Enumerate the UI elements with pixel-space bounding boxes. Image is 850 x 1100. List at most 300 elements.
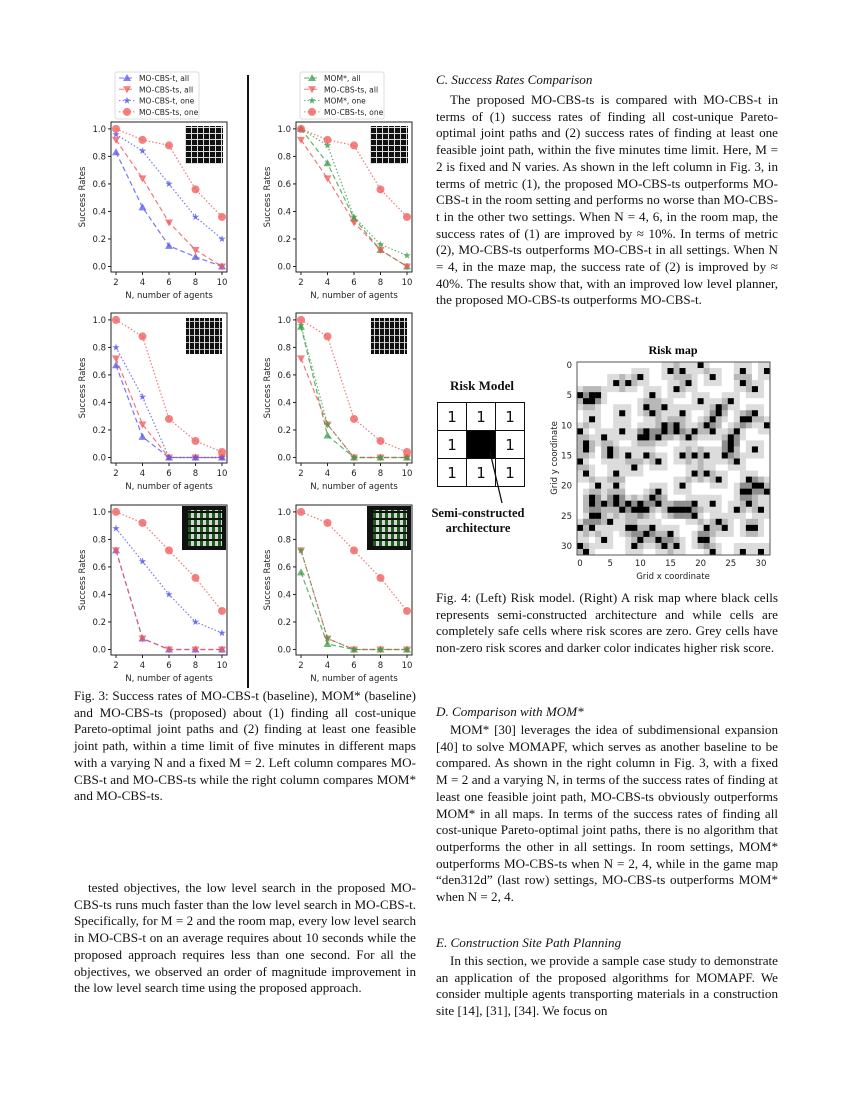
figure-3-caption: Fig. 3: Success rates of MO-CBS-t (baseline), MOM* (baseline) and MO-CBS-ts (proposed) about (1) finding all cost-unique Pareto-optimal joint paths and (2) finding at least one feasible joint path, within a time limit of five minutes in different maps with a varying N and a fixed M = 2. Left column compares MO-CBS-t and MO-CBS-ts while the right column compares MOM* and MO-CBS-ts. [74, 688, 416, 804]
risk-map-cell [601, 428, 607, 434]
risk-map-cell [686, 446, 692, 452]
risk-map-cell [661, 507, 667, 513]
risk-map-cell [619, 374, 625, 380]
risk-map-cell [728, 452, 734, 458]
risk-map-cell [746, 471, 752, 477]
risk-map-cell [607, 416, 613, 422]
risk-map-cell [710, 422, 716, 428]
risk-map-cell [710, 513, 716, 519]
risk-map-cell [698, 440, 704, 446]
risk-map-cell [728, 471, 734, 477]
risk-map-cell [589, 531, 595, 537]
risk-map-cell [722, 410, 728, 416]
risk-map-cell [692, 549, 698, 555]
risk-map-cell [667, 513, 673, 519]
risk-map-cell [607, 386, 613, 392]
risk-map-cell [746, 440, 752, 446]
risk-map-cell [583, 368, 589, 374]
risk-map-cell [661, 495, 667, 501]
risk-map-cell [734, 380, 740, 386]
risk-map-cell [752, 525, 758, 531]
risk-map-cell [764, 471, 770, 477]
risk-map-cell [686, 362, 692, 368]
risk-map-cell [601, 452, 607, 458]
risk-map-cell [728, 410, 734, 416]
risk-map-cell [764, 410, 770, 416]
risk-map-cell [740, 549, 746, 555]
risk-map-cell [716, 446, 722, 452]
risk-map-cell [752, 428, 758, 434]
risk-map-cell [674, 525, 680, 531]
risk-map-cell [625, 416, 631, 422]
risk-map-cell [764, 398, 770, 404]
risk-map-cell [613, 398, 619, 404]
risk-map-cell [746, 513, 752, 519]
risk-map-cell [589, 537, 595, 543]
risk-map-cell [601, 483, 607, 489]
risk-map-cell [722, 440, 728, 446]
risk-map-cell [728, 537, 734, 543]
risk-map-cell [674, 440, 680, 446]
risk-map-cell [661, 537, 667, 543]
risk-map-cell [637, 440, 643, 446]
risk-map-cell [692, 519, 698, 525]
y-tick-label: 25 [561, 511, 572, 522]
risk-map-cell [595, 465, 601, 471]
risk-map-cell [692, 513, 698, 519]
risk-map-cell [704, 386, 710, 392]
risk-map-cell [704, 368, 710, 374]
risk-map-cell [752, 465, 758, 471]
risk-map-cell [601, 398, 607, 404]
risk-map-cell [716, 410, 722, 416]
risk-map-cell [577, 386, 583, 392]
legend-label: MOM*, one [324, 96, 366, 106]
risk-map-cell [758, 525, 764, 531]
risk-map-cell [686, 519, 692, 525]
risk-map-cell [686, 428, 692, 434]
risk-map-cell [746, 507, 752, 513]
risk-map-cell [764, 525, 770, 531]
risk-map-cell [649, 428, 655, 434]
risk-map-cell [595, 386, 601, 392]
risk-map-cell [643, 537, 649, 543]
risk-map-cell [619, 495, 625, 501]
risk-map-cell [607, 543, 613, 549]
risk-map-cell [704, 501, 710, 507]
risk-map-cell [577, 519, 583, 525]
risk-map-cell [710, 459, 716, 465]
risk-map-cell [698, 446, 704, 452]
risk-map-cell [667, 362, 673, 368]
risk-map-cell [589, 428, 595, 434]
risk-map-cell [643, 362, 649, 368]
risk-map-cell [740, 465, 746, 471]
risk-map-cell [661, 513, 667, 519]
risk-map-cell [601, 410, 607, 416]
x-tick-label: 8 [192, 278, 199, 288]
y-tick-label: 0.6 [277, 562, 291, 573]
x-tick-label: 6 [351, 278, 357, 288]
risk-map-cell [692, 392, 698, 398]
risk-map-cell [674, 495, 680, 501]
risk-map-cell [601, 477, 607, 483]
risk-map-cell [607, 465, 613, 471]
risk-map-cell [667, 459, 673, 465]
section-d-paragraph: MOM* [30] leverages the idea of subdimensional expansion [40] to solve MOMAPF, which serves as another baseline to be compared. As shown in the right column in Fig. 3, with a fixed M = 2 and a varying N, in terms of the success rates of finding at least one feasible joint path, MO-CBS-ts obviously outperforms MOM* in all maps. In terms of the success rates of finding all cost-unique Pareto-optimal joint paths, there is no algorithm that outperforms the other in all settings. In room settings, MOM* outperforms MO-CBS-ts when N = 2, 4, while in the game map “den312d” (last row) settings, MO-CBS-ts outperforms MOM* when N = 2, 4. [436, 722, 778, 905]
risk-map-cell [637, 404, 643, 410]
risk-map-cell [764, 501, 770, 507]
risk-map-cell [619, 434, 625, 440]
risk-map-cell [649, 374, 655, 380]
risk-map-cell [728, 519, 734, 525]
data-point [403, 607, 411, 615]
risk-map-cell [649, 368, 655, 374]
risk-map-cell [643, 398, 649, 404]
risk-map-cell [698, 404, 704, 410]
risk-map-cell [643, 549, 649, 555]
risk-map-cell [667, 471, 673, 477]
risk-map-cell [601, 471, 607, 477]
y-tick-label: 0.0 [92, 645, 106, 656]
risk-map-cell [704, 410, 710, 416]
risk-map-cell [625, 489, 631, 495]
risk-map-cell [619, 477, 625, 483]
risk-map-cell [680, 483, 686, 489]
risk-map-cell [716, 531, 722, 537]
risk-map-cell [704, 519, 710, 525]
risk-map-cell [752, 404, 758, 410]
risk-map-cell [698, 549, 704, 555]
risk-map-cell [577, 404, 583, 410]
risk-map-cell [595, 374, 601, 380]
risk-map-cell [649, 543, 655, 549]
risk-map-cell [577, 537, 583, 543]
risk-map-cell [680, 489, 686, 495]
y-tick-label: 30 [561, 541, 572, 552]
risk-map-cell [710, 392, 716, 398]
risk-map-cell [661, 519, 667, 525]
risk-map-cell [607, 459, 613, 465]
risk-map-cell [710, 446, 716, 452]
risk-map-cell [577, 549, 583, 555]
risk-map-cell [667, 543, 673, 549]
risk-map-cell [643, 459, 649, 465]
risk-map-cell [667, 537, 673, 543]
risk-map-cell [692, 410, 698, 416]
risk-map-cell [674, 428, 680, 434]
legend-label: MO-CBS-ts, all [324, 85, 379, 95]
risk-map-cell [674, 465, 680, 471]
risk-map-cell [601, 513, 607, 519]
risk-map-cell [740, 537, 746, 543]
y-tick-label: 0.4 [277, 207, 291, 218]
risk-map-cell [704, 380, 710, 386]
risk-map-cell [764, 495, 770, 501]
x-tick-label: 2 [113, 278, 119, 288]
risk-map-cell [716, 471, 722, 477]
risk-map-cell [637, 507, 643, 513]
risk-map-cell [661, 380, 667, 386]
risk-map-cell [680, 525, 686, 531]
y-tick-label: 0.8 [277, 343, 291, 354]
risk-map-cell [655, 368, 661, 374]
risk-map-cell [655, 380, 661, 386]
risk-map-cell [740, 404, 746, 410]
risk-map-cell [740, 501, 746, 507]
y-tick-label: 1.0 [92, 507, 106, 518]
risk-map-cell [607, 489, 613, 495]
risk-map-cell [631, 422, 637, 428]
risk-map-cell [722, 368, 728, 374]
risk-map-cell [728, 404, 734, 410]
risk-map-cell [655, 428, 661, 434]
y-tick-label: 0.0 [92, 262, 106, 273]
risk-map-cell [661, 501, 667, 507]
risk-map-cell [734, 549, 740, 555]
risk-map-cell [680, 465, 686, 471]
risk-map-cell [674, 452, 680, 458]
risk-map-cell [692, 380, 698, 386]
risk-map-cell [667, 398, 673, 404]
risk-map-cell [613, 519, 619, 525]
risk-map-cell [728, 440, 734, 446]
risk-map-cell [758, 416, 764, 422]
risk-map-cell [728, 465, 734, 471]
risk-map-cell [577, 446, 583, 452]
risk-map-cell [716, 459, 722, 465]
risk-map-cell [607, 471, 613, 477]
risk-map-cell [698, 434, 704, 440]
risk-map-cell [625, 386, 631, 392]
risk-map-cell [655, 362, 661, 368]
risk-map-cell [661, 416, 667, 422]
risk-map-cell [667, 495, 673, 501]
risk-map-cell [649, 398, 655, 404]
risk-map-cell [613, 440, 619, 446]
risk-map-cell [667, 525, 673, 531]
risk-map-cell [631, 386, 637, 392]
risk-map-cell [746, 483, 752, 489]
risk-map-cell [631, 368, 637, 374]
risk-map-cell [661, 543, 667, 549]
risk-map-cell [595, 422, 601, 428]
x-tick-label: 8 [377, 278, 384, 288]
risk-map-cell [577, 392, 583, 398]
risk-map-cell [740, 398, 746, 404]
risk-map-cell [752, 519, 758, 525]
risk-map-cell [625, 380, 631, 386]
risk-map-cell [758, 465, 764, 471]
risk-map-cell [583, 525, 589, 531]
risk-map-cell [758, 507, 764, 513]
risk-map-cell [613, 452, 619, 458]
risk-map-cell [631, 459, 637, 465]
risk-map-cell [722, 531, 728, 537]
risk-map-cell [710, 477, 716, 483]
risk-map-cell [758, 459, 764, 465]
risk-map-cell [704, 392, 710, 398]
risk-map-cell [577, 489, 583, 495]
risk-map-cell [698, 471, 704, 477]
risk-map-cell [686, 531, 692, 537]
x-tick-label: 4 [139, 661, 146, 671]
risk-map-cell [601, 537, 607, 543]
risk-map-cell [625, 410, 631, 416]
risk-map-cell [692, 507, 698, 513]
risk-map-cell [643, 374, 649, 380]
risk-map-cell [589, 519, 595, 525]
risk-map-cell [595, 537, 601, 543]
risk-map-cell [649, 380, 655, 386]
risk-map-cell [674, 392, 680, 398]
y-tick-label: 0.8 [92, 343, 106, 354]
risk-map-cell [619, 440, 625, 446]
risk-map-cell [746, 374, 752, 380]
risk-map-cell [631, 380, 637, 386]
section-c-paragraph: The proposed MO-CBS-ts is compared with MO-CBS-t in terms of (1) success rates of finding all cost-unique Pareto-optimal joint paths and (2) success rates of finding at least one feasible joint path, within the five minutes time limit. Here, M = 2 is fixed and N varies. As shown in the left column in Fig. 3, in terms of metric (1), the proposed MO-CBS-ts outperforms MO-CBS-t in the room setting and performs no worse than MO-CBS-t in the other two settings. When N = 4, 6, in the room map, the success rates of (1) are improved by ≈ 10%. In terms of metric (2), MO-CBS-ts outperforms MO-CBS-t in all settings. When N = 4, in the maze map, the success rate of (2) is improved by ≈ 40%. The results show that, with an improved low level planner, the proposed MO-CBS-ts outperforms MO-CBS-t. [436, 92, 778, 308]
risk-map-cell [692, 374, 698, 380]
risk-map-cell [613, 404, 619, 410]
risk-map-cell [734, 410, 740, 416]
risk-map-cell [698, 543, 704, 549]
risk-map-cell [595, 459, 601, 465]
y-tick-label: 1.0 [277, 315, 291, 326]
risk-map-cell [577, 452, 583, 458]
risk-map-cell [631, 531, 637, 537]
risk-map-cell [649, 531, 655, 537]
section-d-heading: D. Comparison with MOM* [436, 704, 584, 719]
risk-map-cell [619, 446, 625, 452]
risk-map-cell [734, 465, 740, 471]
risk-map-cell [680, 549, 686, 555]
risk-map-cell [746, 452, 752, 458]
x-tick-label: 20 [695, 559, 707, 569]
risk-map-cell [637, 368, 643, 374]
risk-map-cell [704, 398, 710, 404]
risk-map-cell [698, 465, 704, 471]
risk-map-cell [619, 537, 625, 543]
risk-map-cell [758, 471, 764, 477]
risk-map-cell [595, 513, 601, 519]
risk-map-cell [613, 422, 619, 428]
legend-label: MO-CBS-ts, one [139, 107, 199, 117]
risk-map-cell [722, 374, 728, 380]
x-tick-label: 8 [377, 469, 384, 479]
risk-map-cell [583, 416, 589, 422]
y-tick-label: 0.6 [277, 179, 291, 190]
y-tick-label: 0.4 [92, 398, 106, 409]
risk-map-cell [716, 398, 722, 404]
risk-map-cell [686, 416, 692, 422]
risk-map-cell [631, 519, 637, 525]
risk-map-cell [680, 519, 686, 525]
risk-map-cell [698, 368, 704, 374]
risk-map-cell [680, 422, 686, 428]
risk-map-cell [710, 416, 716, 422]
risk-map-cell [613, 434, 619, 440]
risk-map-cell [674, 513, 680, 519]
risk-map-cell [589, 465, 595, 471]
risk-map-cell [583, 392, 589, 398]
risk-map-cell [710, 434, 716, 440]
risk-map-cell [710, 452, 716, 458]
risk-map-cell [655, 440, 661, 446]
risk-map-cell [667, 483, 673, 489]
risk-map-cell [716, 380, 722, 386]
y-axis-label: Success Rates [78, 357, 88, 419]
risk-map-cell [601, 519, 607, 525]
risk-map-cell [764, 392, 770, 398]
risk-cell: 1 [438, 403, 467, 431]
risk-map-cell [625, 398, 631, 404]
risk-map-cell [716, 543, 722, 549]
risk-map-cell [625, 501, 631, 507]
risk-map-cell [674, 380, 680, 386]
risk-map-cell [589, 477, 595, 483]
risk-map-cell [649, 549, 655, 555]
risk-map-cell [631, 465, 637, 471]
risk-map-cell [716, 434, 722, 440]
risk-map-cell [649, 489, 655, 495]
risk-map-cell [740, 380, 746, 386]
risk-map-cell [692, 525, 698, 531]
risk-map-cell [649, 483, 655, 489]
risk-map-cell [740, 374, 746, 380]
risk-map-cell [686, 495, 692, 501]
risk-map-cell [734, 362, 740, 368]
risk-map-cell [643, 483, 649, 489]
risk-map-cell [643, 440, 649, 446]
risk-map-cell [601, 465, 607, 471]
risk-map-cell [667, 386, 673, 392]
x-tick-label: 25 [725, 559, 737, 569]
risk-map-cell [734, 368, 740, 374]
risk-map-cell [716, 477, 722, 483]
risk-map-cell [710, 410, 716, 416]
risk-map-cell [764, 489, 770, 495]
risk-map-cell [710, 471, 716, 477]
risk-map-cell [722, 537, 728, 543]
risk-map-cell [734, 398, 740, 404]
risk-map-cell [752, 410, 758, 416]
risk-cell: 1 [496, 431, 525, 459]
risk-map-cell [655, 374, 661, 380]
risk-map-cell [637, 392, 643, 398]
risk-map-cell [595, 410, 601, 416]
risk-map-cell [631, 507, 637, 513]
risk-map-cell [758, 404, 764, 410]
risk-map-cell [734, 471, 740, 477]
risk-map-cell [589, 422, 595, 428]
risk-map-cell [680, 428, 686, 434]
risk-map-cell [734, 477, 740, 483]
risk-map-cell [722, 416, 728, 422]
risk-map-cell [577, 380, 583, 386]
risk-map-cell [758, 489, 764, 495]
figure-4-caption: Fig. 4: (Left) Risk model. (Right) A risk map where black cells represents semi-constructed architecture and while cells are completely safe cells where risk scores are zero. Grey cells have non-zero risk scores and darker color indicates higher risk score. [436, 590, 778, 656]
risk-map-cell [577, 471, 583, 477]
risk-map-cell [722, 483, 728, 489]
risk-map-cell [601, 362, 607, 368]
risk-map-cell [637, 398, 643, 404]
risk-map-cell [631, 489, 637, 495]
risk-map-cell [607, 531, 613, 537]
risk-map-cell [613, 537, 619, 543]
risk-map-cell [680, 477, 686, 483]
section-e-paragraph: In this section, we provide a sample case study to demonstrate an application of the proposed algorithms for MOMAPF. We consider multiple agents transporting materials in a construction site [14], [31], [34]. We focus on [436, 953, 778, 1019]
risk-map-cell [704, 471, 710, 477]
